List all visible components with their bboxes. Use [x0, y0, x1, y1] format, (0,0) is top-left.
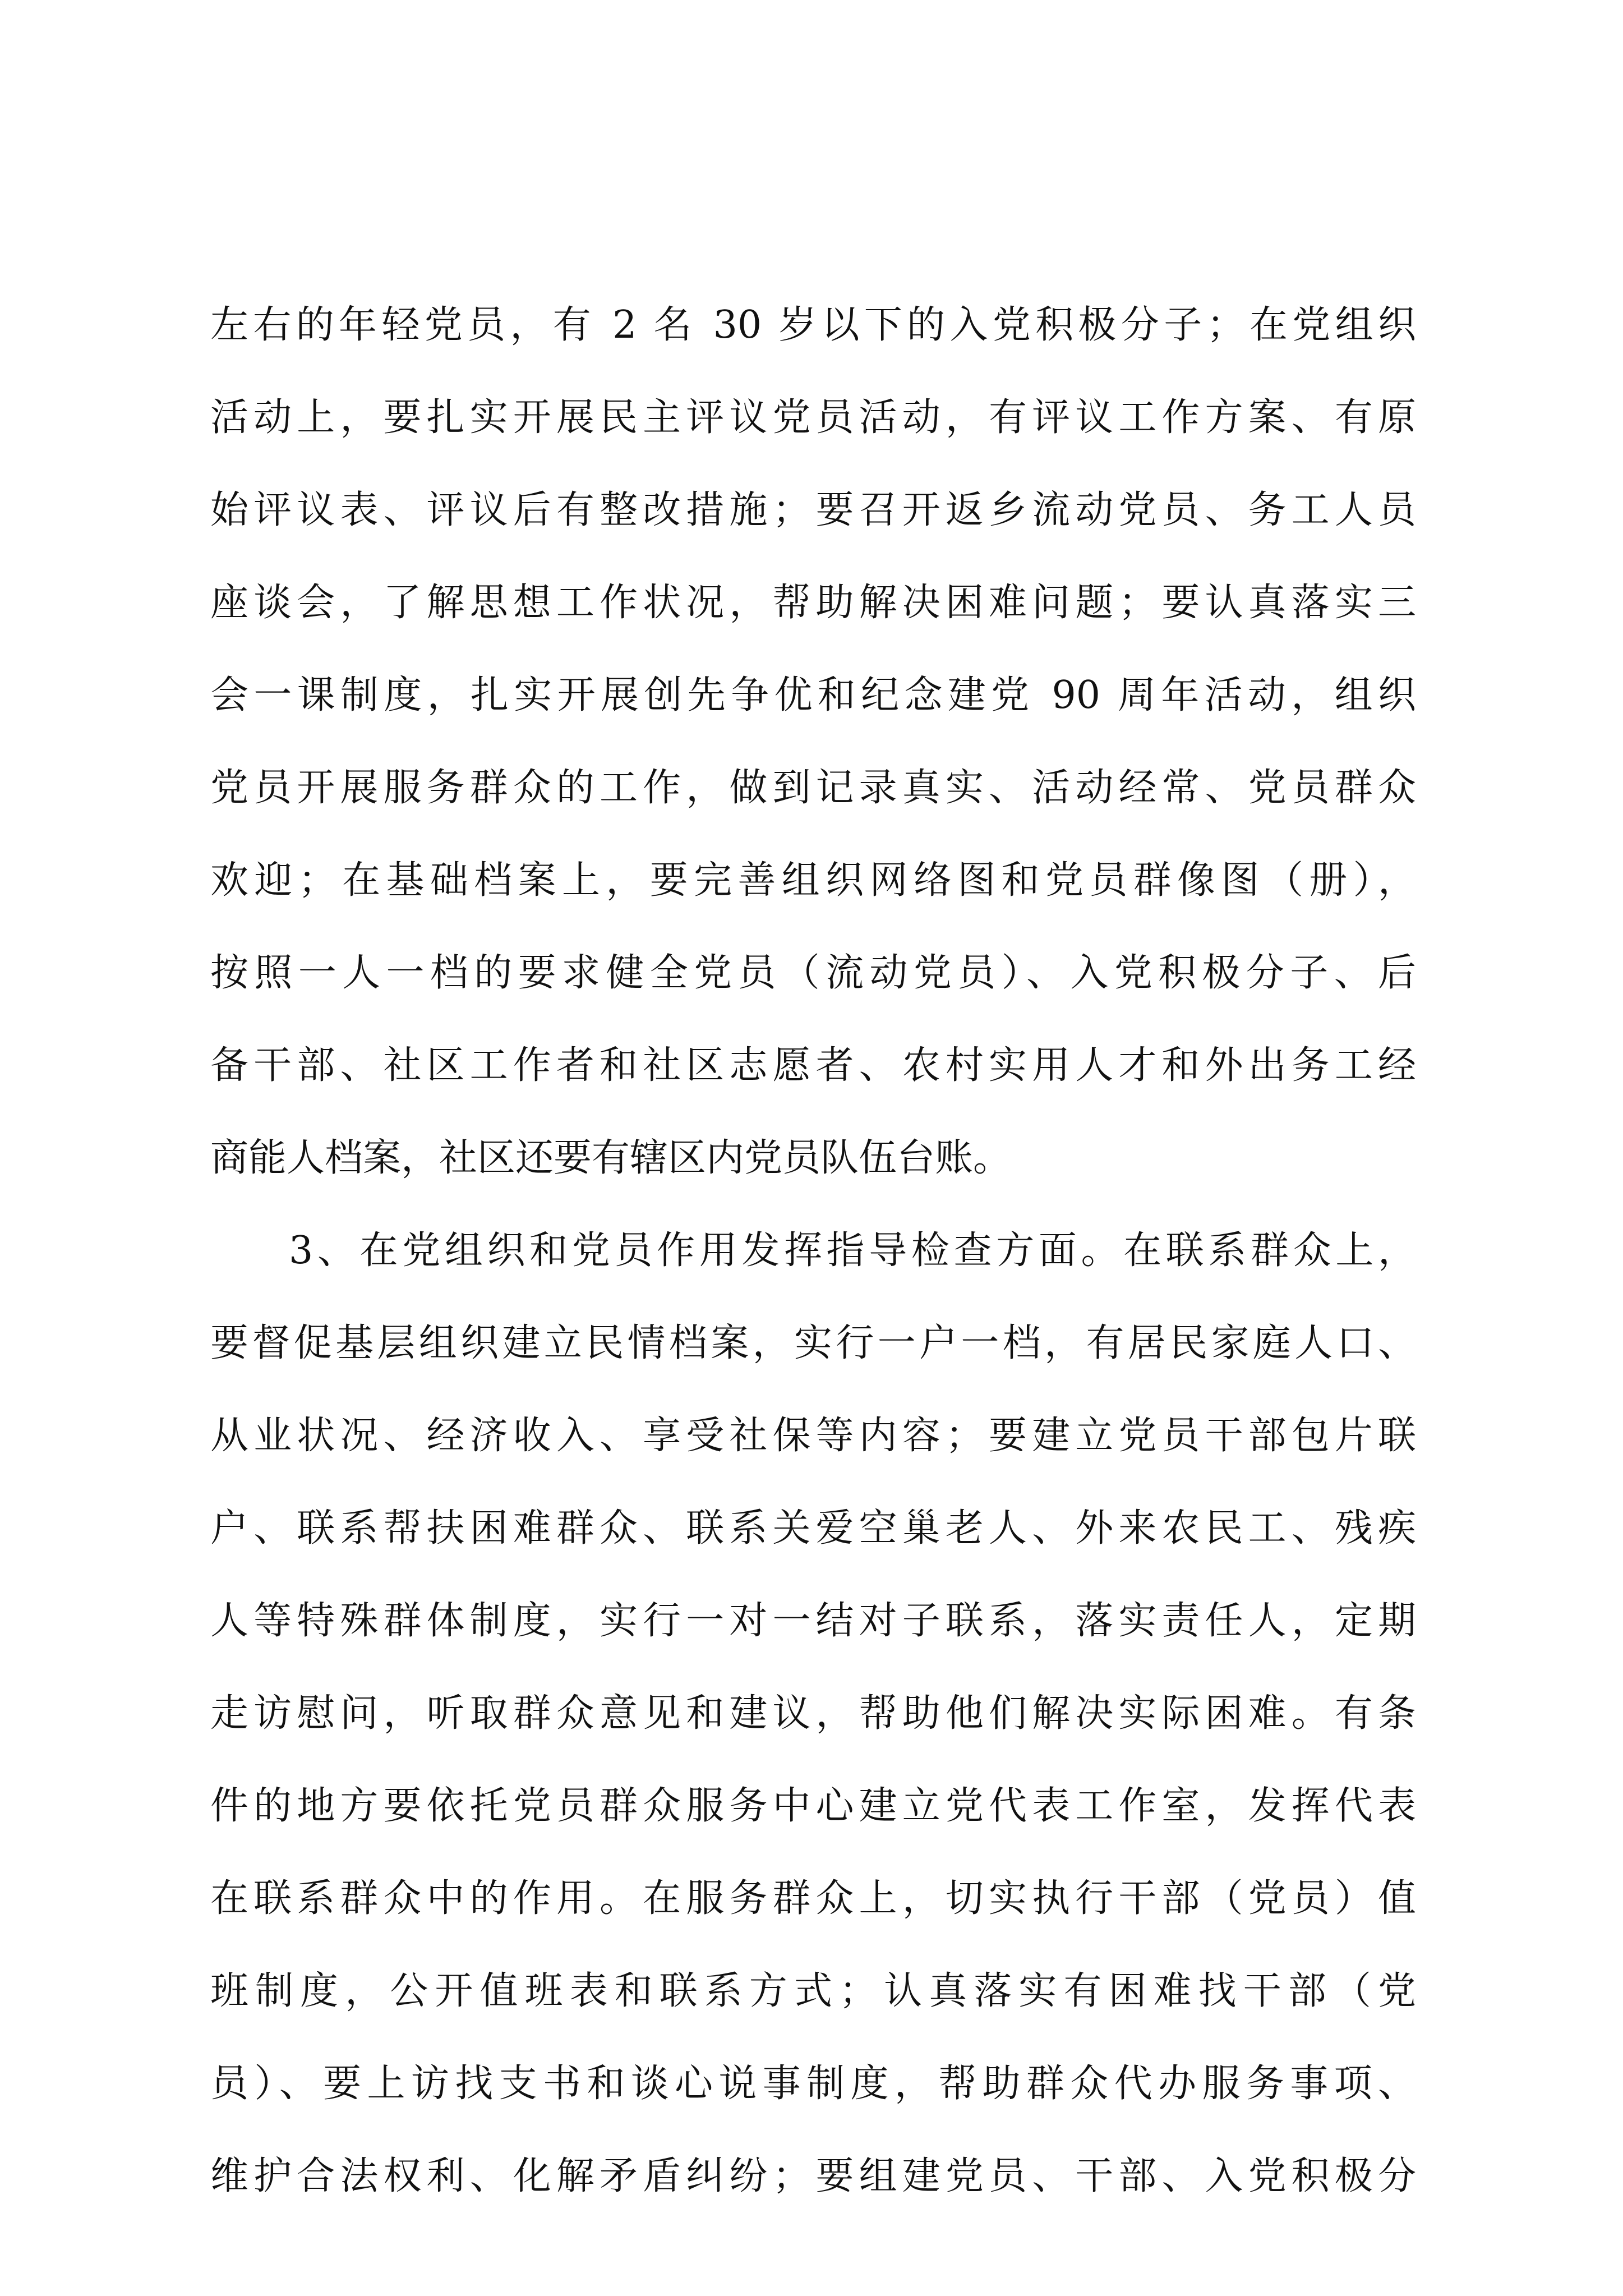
text-line: 座谈会，了解思想工作状况，帮助解决困难问题；要认真落实三 [210, 581, 1416, 625]
text-line: 在联系群众中的作用。在服务群众上，切实执行干部（党员）值 [210, 1876, 1416, 1921]
text-line: 会一课制度，扎实开展创先争优和纪念建党 90 周年活动，组织 [210, 673, 1416, 717]
text-line: 始评议表、评议后有整改措施；要召开返乡流动党员、务工人员 [210, 488, 1416, 532]
text-line: 活动上，要扎实开展民主评议党员活动，有评议工作方案、有原 [210, 395, 1416, 440]
paragraph-first-line: 3、在党组织和党员作用发挥指导检查方面。在联系群众上， [289, 1228, 1416, 1273]
text-line: 户、联系帮扶困难群众、联系关爱空巢老人、外来农民工、残疾 [210, 1506, 1416, 1550]
text-line: 班制度，公开值班表和联系方式；认真落实有困难找干部（党 [210, 1969, 1416, 2013]
text-line: 要督促基层组织建立民情档案，实行一户一档，有居民家庭人口、 [210, 1321, 1416, 1365]
text-line: 人等特殊群体制度，实行一对一结对子联系，落实责任人，定期 [210, 1599, 1416, 1643]
text-line: 从业状况、经济收入、享受社保等内容；要建立党员干部包片联 [210, 1414, 1416, 1458]
text-line: 备干部、社区工作者和社区志愿者、农村实用人才和外出务工经 [210, 1043, 1416, 1088]
text-line: 走访慰问，听取群众意见和建议，帮助他们解决实际困难。有条 [210, 1691, 1416, 1736]
text-line: 左右的年轻党员，有 2 名 30 岁以下的入党积极分子；在党组织 [210, 303, 1416, 347]
text-line: 按照一人一档的要求健全党员（流动党员）、入党积极分子、后 [210, 951, 1416, 995]
text-line: 欢迎；在基础档案上，要完善组织网络图和党员群像图（册）， [210, 858, 1416, 903]
text-line: 维护合法权利、化解矛盾纠纷；要组建党员、干部、入党积极分 [210, 2154, 1416, 2198]
text-line: 商能人档案，社区还要有辖区内党员队伍台账。 [210, 1136, 1012, 1180]
text-line: 员）、要上访找支书和谈心说事制度，帮助群众代办服务事项、 [210, 2062, 1416, 2106]
text-line: 党员开展服务群众的工作，做到记录真实、活动经常、党员群众 [210, 766, 1416, 810]
text-line: 件的地方要依托党员群众服务中心建立党代表工作室，发挥代表 [210, 1784, 1416, 1828]
